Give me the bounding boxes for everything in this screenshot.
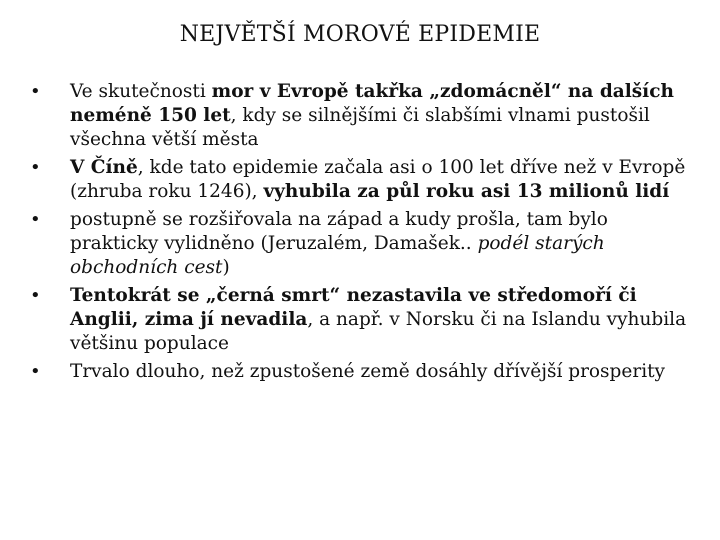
bullet-dot-icon: • <box>30 157 41 178</box>
bullet-text-italic: podél starých obchodních cest <box>70 233 605 278</box>
bullet-text-bold: Tentokrát se „černá smrt“ nezastavila ve středomoří či Anglii, zima jí nevadila <box>70 285 637 330</box>
bullet-item <box>30 360 690 384</box>
bullet-text: Ve skutečnosti <box>70 81 212 102</box>
bullet-text: , a např. v Norsku či na Islandu vyhubila většinu populace <box>70 309 687 354</box>
bullet-item <box>30 80 690 152</box>
bullet-dot-icon: • <box>30 285 41 306</box>
bullet-dot-icon: • <box>30 209 41 230</box>
bullet-text-bold: mor v Evropě takřka „zdomácněl“ na dalších neméně 150 let <box>70 81 674 126</box>
bullet-text-bold: V Číně <box>70 157 138 178</box>
bullet-item <box>30 208 690 280</box>
bullet-text: , kde tato epidemie začala asi o 100 let dříve než v Evropě (zhruba roku 1246), <box>70 157 686 202</box>
bullet-text-bold: vyhubila za půl roku asi 13 milionů lidí <box>263 181 670 202</box>
slide-title: NEJVĚTŠÍ MOROVÉ EPIDEMIE <box>179 22 541 47</box>
bullet-item <box>30 156 690 204</box>
bullet-text: , kdy se silnějšími či slabšími vlnami pustošil všechna větší města <box>70 105 650 150</box>
bullet-dot-icon: • <box>30 81 41 102</box>
bullet-text: ) <box>222 257 230 278</box>
bullet-dot-icon: • <box>30 361 41 382</box>
bullet-text: postupně se rozšiřovala na západ a kudy prošla, tam bylo prakticky vylidněno (Jeruzalém, Damašek.. <box>70 209 608 254</box>
bullet-list <box>30 80 690 388</box>
bullet-text: Trvalo dlouho, než zpustošené země dosáhly dřívější prosperity <box>70 361 665 382</box>
bullet-item <box>30 284 690 356</box>
